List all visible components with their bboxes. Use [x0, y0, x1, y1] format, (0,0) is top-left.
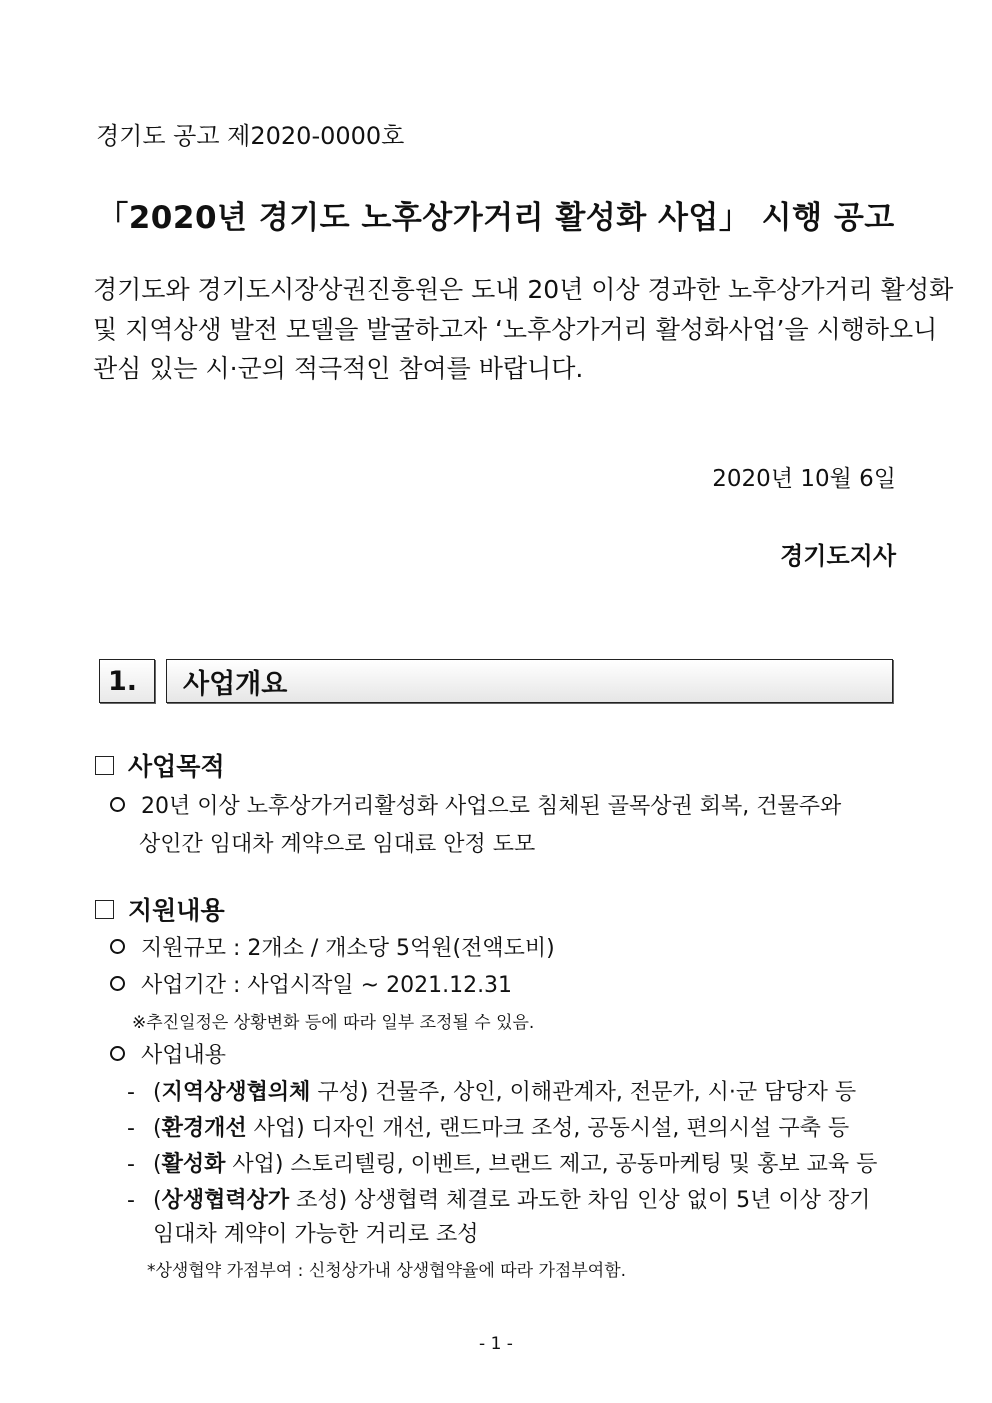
content-item-3: [127, 1147, 877, 1178]
intro-line-2: 및 지역상생 발전 모델을 발굴하고자 ‘노후상가거리 활성화사업’을 시행하오니: [93, 314, 938, 344]
support-heading-label: 지원내용: [128, 896, 225, 925]
item-keyword: 환경개선: [161, 1116, 247, 1141]
dash-marker: -: [127, 1080, 135, 1105]
period-note: ※추진일정은 상황변화 등에 따라 일부 조정될 수 있음.: [132, 1013, 535, 1033]
item-detail: 사업) 스토리텔링, 이벤트, 브랜드 제고, 공동마케팅 및 홍보 교육 등: [225, 1152, 878, 1177]
circle-bullet-icon: [110, 797, 125, 812]
item-paren: (: [153, 1080, 162, 1105]
page-number: - 1 -: [479, 1334, 513, 1354]
dash-marker: -: [127, 1116, 135, 1141]
dash-marker: -: [127, 1152, 135, 1177]
item-keyword: 지역상생협의체: [161, 1080, 311, 1105]
support-content-label: 사업내용: [141, 1043, 227, 1068]
content-item-2: [127, 1111, 849, 1142]
intro-line-1: 경기도와 경기도시장상권진흥원은 도내 20년 이상 경과한 노후상가거리 활성화: [93, 275, 954, 304]
support-scale-item: [110, 931, 555, 962]
section-title: 사업개요: [166, 659, 893, 703]
purpose-item: [110, 789, 841, 820]
circle-bullet-icon: [110, 1046, 125, 1061]
support-heading: [95, 891, 225, 927]
notice-date: 2020년 10월 6일: [712, 466, 896, 492]
footnote: *상생협약 가점부여 : 신청상가내 상생협약율에 따라 가점부여함.: [147, 1261, 627, 1281]
purpose-heading: [95, 747, 225, 783]
circle-bullet-icon: [110, 976, 125, 991]
section-number: 1.: [99, 659, 155, 703]
circle-bullet-icon: [110, 939, 125, 954]
square-bullet-icon: [95, 900, 114, 919]
support-period-item: [110, 968, 512, 999]
signer: 경기도지사: [780, 542, 896, 570]
support-period: 사업기간 : 사업시작일 ~ 2021.12.31: [141, 973, 513, 998]
item-paren: (: [153, 1116, 162, 1141]
square-bullet-icon: [95, 756, 114, 775]
item-keyword: 상생협력상가: [161, 1188, 290, 1213]
purpose-line-2: 상인간 임대차 계약으로 임대료 안정 도모: [139, 832, 536, 857]
intro-line-3: 관심 있는 시·군의 적극적인 참여를 바랍니다.: [93, 354, 584, 383]
item-detail: 구성) 건물주, 상인, 이해관계자, 전문가, 시·군 담당자 등: [310, 1080, 857, 1105]
dash-marker: -: [127, 1188, 135, 1213]
notice-number: 경기도 공고 제2020-0000호: [96, 122, 405, 150]
item-paren: (: [153, 1188, 162, 1213]
support-content-item: [110, 1038, 226, 1069]
support-scale: 지원규모 : 2개소 / 개소당 5억원(전액도비): [141, 936, 555, 961]
content-item-4: [127, 1183, 870, 1214]
item-paren: (: [153, 1152, 162, 1177]
purpose-line-1: 20년 이상 노후상가거리활성화 사업으로 침체된 골목상권 회복, 건물주와: [141, 794, 842, 819]
item-detail: 사업) 디자인 개선, 랜드마크 조성, 공동시설, 편의시설 구축 등: [246, 1116, 850, 1141]
item-detail: 조성) 상생협력 체결로 과도한 차임 인상 없이 5년 이상 장기: [289, 1188, 871, 1213]
content-item-1: [127, 1075, 856, 1106]
item-keyword: 활성화: [161, 1152, 226, 1177]
document-title: 「2020년 경기도 노후상가거리 활성화 사업」 시행 공고: [97, 200, 895, 236]
purpose-heading-label: 사업목적: [128, 752, 225, 781]
intro-paragraph: [93, 270, 954, 389]
content-item-4-continued: 임대차 계약이 가능한 거리로 조성: [153, 1222, 479, 1247]
